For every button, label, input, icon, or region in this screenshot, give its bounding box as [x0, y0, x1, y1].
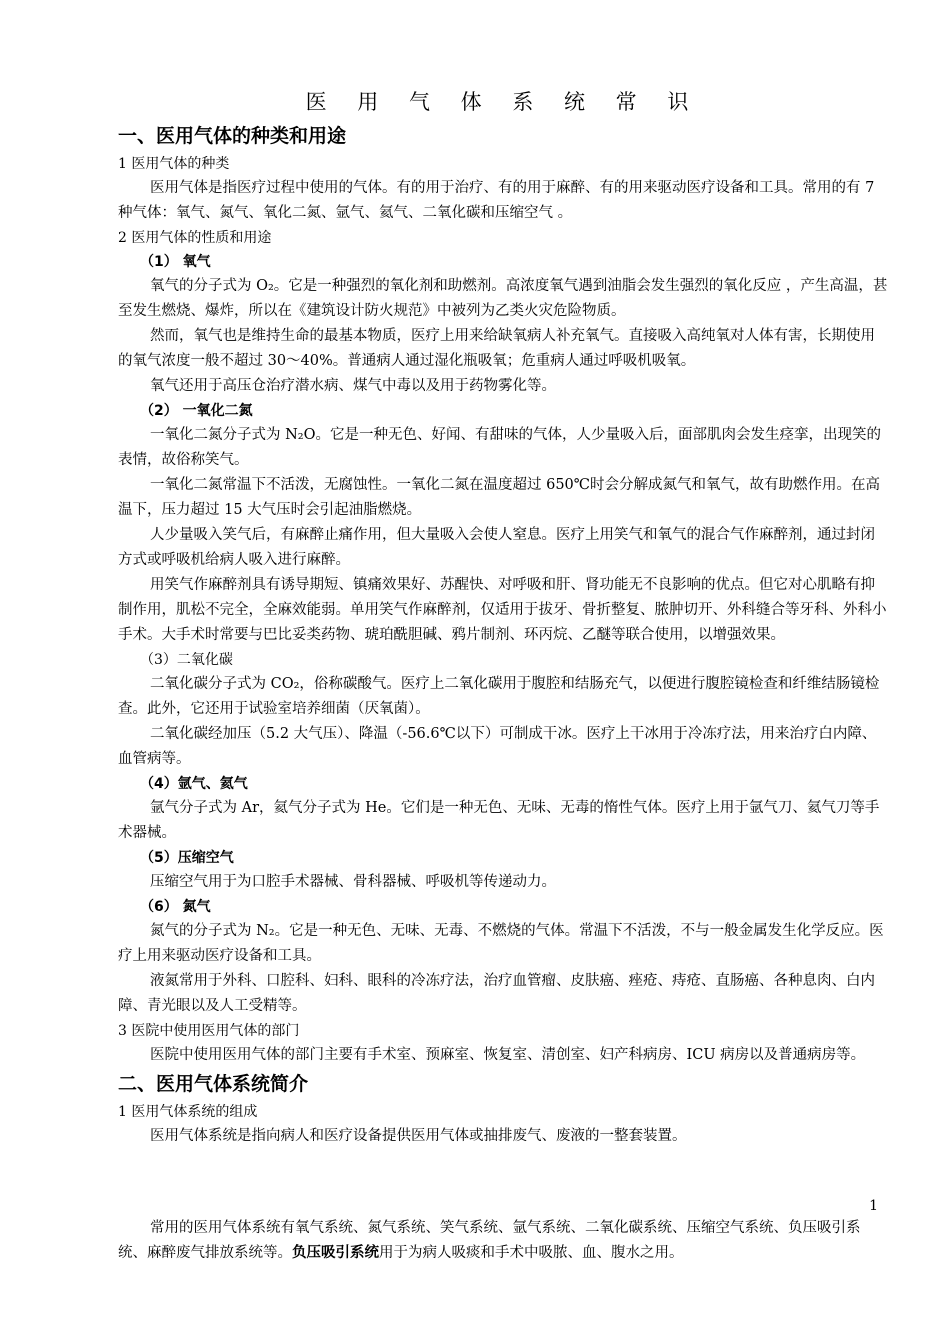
- compressed-air-heading: （5）压缩空气: [140, 850, 234, 866]
- bold-term: 负压吸引系统: [292, 1245, 379, 1261]
- argon-helium-heading: （4）氩气、氦气: [140, 776, 248, 792]
- paragraph: 二氧化碳分子式为 CO₂，俗称碳酸气。医疗上二氧化碳用于腹腔和结肠充气，以便进行腹腔镜检查和纤维结肠镜检查。此外，它还用于试验室培养细菌（厌氧菌）。: [118, 676, 880, 717]
- document-page: [118, 82, 888, 1149]
- co2-heading: （3）二氧化碳: [140, 652, 233, 668]
- paragraph: 氧气还用于高压仓治疗潜水病、煤气中毒以及用于药物雾化等。: [150, 378, 556, 394]
- oxygen-heading: （1） 氧气: [140, 254, 211, 270]
- section-1-heading: 一、医用气体的种类和用途: [118, 125, 347, 147]
- paragraph: 氧气的分子式为 O₂。它是一种强烈的氧化剂和助燃剂。高浓度氧气遇到油脂会发生强烈的氧化反应 ，产生高温，甚至发生燃烧、爆炸，所以在《建筑设计防火规范》中被列为乙类火灾危险物质。: [118, 278, 888, 319]
- paragraph: 医用气体是指医疗过程中使用的气体。有的用于治疗、有的用于麻醉、有的用来驱动医疗设备和工具。常用的有 7 种气体：氧气、氮气、氧化二氮、氩气、氦气、二氧化碳和压缩空气 。: [118, 180, 875, 221]
- paragraph: 液氮常用于外科、口腔科、妇科、眼科的冷冻疗法，治疗血管瘤、皮肤癌、痤疮、痔疮、直肠癌、各种息肉、白内障、青光眼以及人工受精等。: [118, 973, 875, 1014]
- paragraph: 一氧化二氮常温下不活泼，无腐蚀性。一氧化二氮在温度超过 650℃时会分解成氮气和氧气，故有助燃作用。在高温下，压力超过 15 大气压时会引起油脂燃烧。: [118, 477, 881, 518]
- n2o-heading: （2） 一氧化二氮: [140, 403, 253, 419]
- paragraph: 氩气分子式为 Ar，氦气分子式为 He。它们是一种无色、无味、无毒的惰性气体。医疗上用于氩气刀、氦气刀等手术器械。: [118, 800, 880, 841]
- section-2-heading: 二、医用气体系统简介: [118, 1073, 309, 1095]
- paragraph: 氮气的分子式为 N₂。它是一种无色、无味、无毒、不燃烧的气体。常温下不活泼，不与一般金属发生化学反应。医疗上用来驱动医疗设备和工具。: [118, 923, 884, 964]
- next-page-content: [118, 1216, 888, 1266]
- paragraph: 人少量吸入笑气后，有麻醉止痛作用，但大量吸入会使人窒息。医疗上用笑气和氧气的混合气作麻醉剂，通过封闭方式或呼吸机给病人吸入进行麻醉。: [118, 527, 875, 568]
- paragraph: 然而，氧气也是维持生命的最基本物质，医疗上用来给缺氧病人补充氧气。直接吸入高纯氧对人体有害，长期使用的氧气浓度一般不超过 30～40%。普通病人通过湿化瓶吸氧；危重病人通过呼吸机吸氧。: [118, 328, 875, 369]
- text-span: 用于为病人吸痰和手术中吸脓、血、腹水之用。: [379, 1245, 684, 1261]
- text-span: 常用的医用气体系统有氧气系统、氮气系统、笑气系统、氩气系统、二氧化碳系统、压缩空气系统、负压吸引系统、麻醉废气排放系统等。: [118, 1220, 861, 1261]
- paragraph: 二氧化碳经加压（5.2 大气压）、降温（-56.6℃以下）可制成干冰。医疗上干冰用于冷冻疗法，用来治疗白内障、血管病等。: [118, 726, 877, 767]
- paragraph: 一氧化二氮分子式为 N₂O。它是一种无色、好闻、有甜味的气体，人少量吸入后，面部肌肉会发生痉挛，出现笑的表情，故俗称笑气。: [118, 427, 881, 468]
- subsection-1-2-heading: 2 医用气体的性质和用途: [118, 230, 272, 246]
- paragraph: 医院中使用医用气体的部门主要有手术室、预麻室、恢复室、清创室、妇产科病房、ICU 病房以及普通病房等。: [150, 1047, 866, 1063]
- document-title: 医 用 气 体 系 统 常 识: [305, 90, 701, 114]
- paragraph: [118, 1216, 888, 1266]
- subsection-2-1-heading: 1 医用气体系统的组成: [118, 1104, 258, 1120]
- subsection-1-3-heading: 3 医院中使用医用气体的部门: [118, 1023, 300, 1039]
- nitrogen-heading: （6） 氮气: [140, 899, 211, 915]
- paragraph: 压缩空气用于为口腔手术器械、骨科器械、呼吸机等传递动力。: [150, 874, 556, 890]
- paragraph: 用笑气作麻醉剂具有诱导期短、镇痛效果好、苏醒快、对呼吸和肝、肾功能无不良影响的优点。但它对心肌略有抑制作用，肌松不完全，全麻效能弱。单用笑气作麻醉剂，仅适用于拔牙、骨折整复、脓肿切开、外科缝合等牙科、外科小手术。大手术时常要与巴比妥类药物、琥珀酰胆碱、鸦片制剂、环丙烷、乙醚等联合使用，以增强效果。: [118, 577, 887, 643]
- page-number: 1: [869, 1198, 878, 1214]
- subsection-1-1-heading: 1 医用气体的种类: [118, 156, 230, 172]
- paragraph: 医用气体系统是指向病人和医疗设备提供医用气体或抽排废气、废液的一整套装置。: [150, 1128, 687, 1144]
